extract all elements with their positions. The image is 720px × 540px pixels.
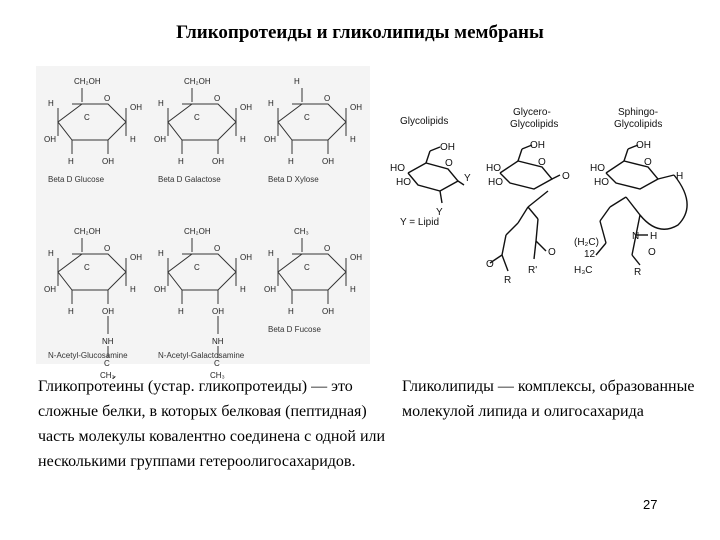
- atom-h: H: [68, 307, 74, 316]
- atom-oh: OH: [44, 285, 56, 294]
- atom-h: H: [158, 249, 164, 258]
- atom-o: O: [445, 158, 453, 169]
- atom-h: H: [130, 135, 136, 144]
- c6-group-label: CH₂OH: [184, 77, 211, 86]
- glycolipid-ring: [408, 147, 464, 203]
- atom-c: C: [194, 113, 200, 122]
- atom-oh: OH: [350, 103, 362, 112]
- atom-h: H: [130, 285, 136, 294]
- atom-h: H: [48, 249, 54, 258]
- sugar-ring: [168, 104, 236, 140]
- atom-oh: OH: [322, 307, 334, 316]
- slide-title: Гликопротеиды и гликолипиды мембраны: [176, 22, 544, 43]
- sugar-ring: [278, 104, 346, 140]
- atom-y: Y: [464, 173, 471, 184]
- atom-h: H: [48, 99, 54, 108]
- atom-ho: HO: [390, 163, 405, 174]
- atom-oh: OH: [44, 135, 56, 144]
- ring-oxygen-label: O: [324, 244, 331, 253]
- sphingo-label-2: Glycolipids: [614, 119, 663, 130]
- glycero-label-1: Glycero-: [513, 107, 551, 118]
- atom-h: H: [178, 157, 184, 166]
- atom-o: O: [548, 247, 556, 258]
- atom-h: H: [178, 307, 184, 316]
- sphingo-glycolipid-ring: [596, 145, 687, 265]
- atom-oh: OH: [154, 285, 166, 294]
- monosaccharide-structures-figure: [36, 66, 370, 380]
- atom-h: H: [288, 157, 294, 166]
- atom-h: H: [350, 135, 356, 144]
- glycolipid-legend: Y = Lipid: [400, 217, 440, 228]
- atom-h: H: [240, 285, 246, 294]
- atom-oh: OH: [264, 135, 276, 144]
- atom-index-12: 12: [584, 249, 596, 260]
- ring-oxygen-label: O: [104, 244, 111, 253]
- atom-oh: OH: [102, 157, 114, 166]
- glycolipid-definition: Гликолипиды — комплексы, образованные молекулой липида и олигосахарида: [402, 378, 695, 420]
- atom-oh: OH: [264, 285, 276, 294]
- ring-oxygen-label: O: [104, 94, 111, 103]
- sugar-ring: [58, 254, 126, 290]
- atom-h: H: [676, 171, 684, 182]
- atom-ho: HO: [590, 163, 605, 174]
- atom-ho: HO: [486, 163, 501, 174]
- sugar-caption: Beta D Galactose: [158, 175, 221, 184]
- c6-group-label: H: [294, 77, 300, 86]
- atom-oh: OH: [154, 135, 166, 144]
- atom-y: Y: [436, 207, 443, 218]
- sugar-ring: [168, 254, 236, 290]
- atom-o: O: [644, 157, 652, 168]
- atom-c: C: [84, 263, 90, 272]
- atom-r: R: [504, 275, 512, 286]
- atom-c: C: [194, 263, 200, 272]
- acetyl-ch3-label: CH₃: [210, 371, 225, 380]
- atom-oh: OH: [440, 142, 455, 153]
- atom-h: H: [350, 285, 356, 294]
- glycero-label-2: Glycolipids: [510, 119, 559, 130]
- atom-h3c: H₃C: [574, 265, 593, 276]
- sugar-ring: [58, 104, 126, 140]
- atom-c: C: [104, 359, 110, 368]
- atom-c: C: [304, 113, 310, 122]
- sphingo-label-1: Sphingo-: [618, 107, 659, 118]
- atom-oh: OH: [212, 307, 224, 316]
- atom-r: R: [634, 267, 642, 278]
- atom-h: H: [68, 157, 74, 166]
- page-number: 27: [643, 497, 658, 512]
- atom-o: O: [648, 247, 656, 258]
- atom-oh: OH: [350, 253, 362, 262]
- atom-h: H: [268, 99, 274, 108]
- acetyl-ch3-label: CH₃: [100, 371, 115, 380]
- glycolipid-structures-svg: [378, 95, 708, 295]
- atom-h: H: [240, 135, 246, 144]
- atom-h: H: [650, 231, 658, 242]
- glycolipids-label: Glycolipids: [400, 116, 449, 127]
- atom-oh: OH: [130, 253, 142, 262]
- atom-oh: OH: [130, 103, 142, 112]
- c6-group-label: CH₂OH: [184, 227, 211, 236]
- sugar-caption: N-Acetyl-Glucosamine: [48, 351, 128, 360]
- atom-ho: HO: [594, 177, 609, 188]
- atom-n: N: [632, 231, 640, 242]
- atom-oh: OH: [322, 157, 334, 166]
- atom-o: O: [486, 259, 494, 270]
- atom-c: C: [214, 359, 220, 368]
- amide-nh-label: NH: [102, 337, 114, 346]
- atom-h2c: (H₂C): [574, 237, 599, 248]
- atom-ho: HO: [488, 177, 503, 188]
- atom-oh: OH: [240, 253, 252, 262]
- atom-h: H: [288, 307, 294, 316]
- c6-group-label: CH₂OH: [74, 227, 101, 236]
- c6-group-label: CH₃: [294, 227, 309, 236]
- atom-r-prime: R': [528, 265, 538, 276]
- atom-h: H: [268, 249, 274, 258]
- atom-c: C: [84, 113, 90, 122]
- glycolipid-structures-figure: [378, 95, 708, 295]
- sugar-caption: Beta D Fucose: [268, 325, 321, 334]
- ring-oxygen-label: O: [214, 94, 221, 103]
- glycoprotein-definition: Гликопроте́ины (устар. гликопротеиды) — это сложные белки, в которых белковая (пептидная) часть молекулы ковалентно соединена с одной или несколькими группами гетероолигосахаридов.: [38, 378, 386, 470]
- atom-h: H: [158, 99, 164, 108]
- sugar-caption: N-Acetyl-Galactosamine: [158, 351, 245, 360]
- sugar-ring: [278, 254, 346, 290]
- sugar-structures-svg: [36, 66, 370, 380]
- amide-nh-label: NH: [212, 337, 224, 346]
- atom-oh: OH: [636, 140, 651, 151]
- atom-ho: HO: [396, 177, 411, 188]
- sugar-caption: Beta D Xylose: [268, 175, 319, 184]
- atom-o: O: [562, 171, 570, 182]
- atom-oh: OH: [530, 140, 545, 151]
- atom-oh: OH: [240, 103, 252, 112]
- atom-o: O: [538, 157, 546, 168]
- atom-oh: OH: [212, 157, 224, 166]
- ring-oxygen-label: O: [324, 94, 331, 103]
- c6-group-label: CH₂OH: [74, 77, 101, 86]
- atom-c: C: [304, 263, 310, 272]
- sugar-caption: Beta D Glucose: [48, 175, 105, 184]
- atom-oh: OH: [102, 307, 114, 316]
- ring-oxygen-label: O: [214, 244, 221, 253]
